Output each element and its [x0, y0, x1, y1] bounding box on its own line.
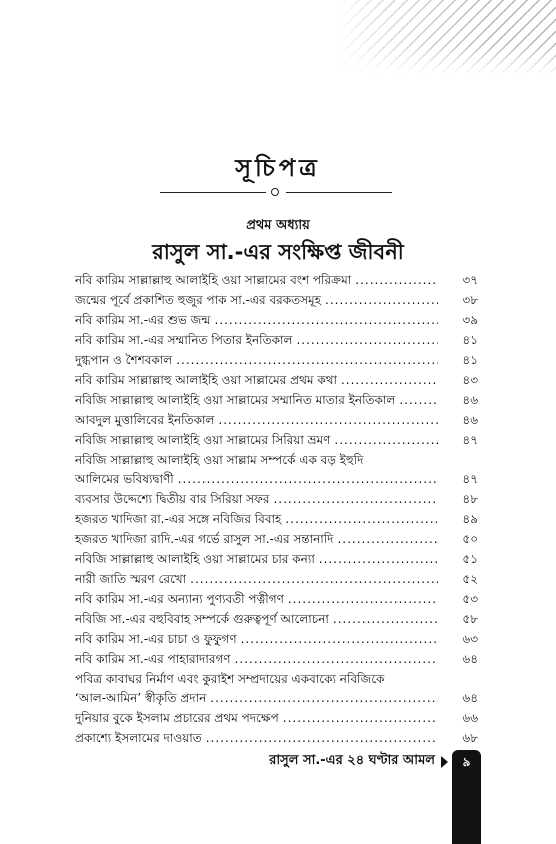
toc-entry-title: প্রকাশ্যে ইসলামের দাওয়াত	[75, 731, 202, 745]
toc-entry-page: ৫৮	[462, 612, 478, 626]
dot-leader	[241, 629, 438, 649]
toc-entry	[75, 688, 480, 708]
toc-entry-title: হজরত খাদিজা রা.-এর সঙ্গে নবিজির বিবাহ	[75, 512, 282, 526]
toc-entry-title: ‘আল-আমিন’ স্বীকৃতি প্রদান	[75, 691, 207, 705]
dot-leader	[319, 549, 438, 569]
toc-entry-page: ৪৬	[462, 413, 478, 427]
toc-entry-title: নবি কারিম সা.-এর চাচা ও ফুফুগণ	[75, 632, 237, 646]
dot-leader	[341, 370, 438, 390]
toc-entry	[75, 410, 480, 430]
toc-entry	[75, 430, 480, 450]
toc-entry-page: ৬৮	[462, 731, 478, 745]
toc-entry-page: ৪৬	[462, 393, 478, 407]
dot-leader	[273, 489, 438, 509]
dot-leader	[337, 529, 438, 549]
toc-entry	[75, 310, 480, 330]
page-number-tab	[452, 750, 481, 844]
running-title: রাসুল সা.-এর ২৪ ঘণ্টার আমল	[269, 753, 435, 768]
toc-entry	[75, 589, 480, 609]
dot-leader	[210, 688, 438, 708]
toc-entry-page: ৪৩	[462, 373, 478, 387]
toc-entry	[75, 489, 480, 509]
page-number: ৯	[462, 755, 471, 769]
toc-entry-title: নবিজি সাল্লাল্লাহু আলাইহি ওয়া সাল্লামের সিরিয়া ভ্রমণ	[75, 433, 331, 447]
dot-leader	[325, 290, 438, 310]
dot-leader	[355, 270, 438, 290]
dot-leader	[214, 310, 438, 330]
divider-ornament	[271, 188, 279, 196]
toc-entry	[75, 450, 480, 469]
toc-entry-title: আলিমের ভবিষ্যদ্বাণী	[75, 472, 174, 486]
toc-entry-page: ৪১	[462, 353, 478, 367]
toc-entry-title: নবিজি সা.-এর বহুবিবাহ সম্পর্কে গুরুত্বপূর্ণ আলোচনা	[75, 612, 329, 626]
triangle-right-icon	[441, 756, 448, 768]
toc-entry	[75, 649, 480, 669]
toc-entry-page: ৪৭	[462, 433, 478, 447]
toc-entry-page: ৩৮	[462, 293, 478, 307]
title-divider	[160, 186, 392, 200]
toc-entry	[75, 669, 480, 688]
toc-entry-page: ৫১	[462, 552, 478, 566]
toc-entry-page: ৪৮	[462, 492, 478, 506]
running-footer	[269, 751, 448, 772]
table-of-contents	[75, 270, 480, 748]
toc-entry-title: নবি কারিম সা.-এর অন্যান্য পুণ্যবতী পত্নীগণ	[75, 592, 284, 606]
toc-entry	[75, 350, 480, 370]
toc-entry-title: দুগ্ধপান ও শৈশবকাল	[75, 353, 173, 367]
toc-entry-title: নবি কারিম সা.-এর শুভ জন্ম	[75, 313, 211, 327]
toc-entry-title: নবিজি সাল্লাল্লাহু আলাইহি ওয়া সাল্লামের সম্মানিত মাতার ইনতিকাল	[75, 393, 396, 407]
divider-line-right	[286, 192, 392, 193]
toc-entry-page: ৬৪	[462, 691, 478, 705]
toc-entry-page: ৩৭	[462, 273, 478, 287]
toc-entry	[75, 708, 480, 728]
toc-entry-page: ৫২	[462, 572, 478, 586]
toc-entry-page: ৫০	[462, 532, 478, 546]
toc-entry-page: ৬৪	[462, 652, 478, 666]
chapter-title: রাসুল সা.-এর সংক্ষিপ্ত জীবনী	[152, 240, 404, 264]
toc-entry	[75, 270, 480, 290]
divider-line-left	[160, 192, 266, 193]
dot-leader	[190, 569, 438, 589]
toc-entry-title: ব্যবসার উদ্দেশ্যে দ্বিতীয় বার সিরিয়া সফর	[75, 492, 270, 506]
toc-entry	[75, 509, 480, 529]
chapter-label: প্রথম অধ্যায়	[246, 218, 310, 233]
page-title: সূচিপত্র	[235, 154, 321, 182]
decorative-hatch-fade-bottom	[336, 0, 556, 76]
toc-entry-title: নবি কারিম সাল্লাল্লাহু আলাইহি ওয়া সাল্লামের বংশ পরিক্রমা	[75, 273, 352, 287]
toc-entry-page: ৪৭	[462, 472, 478, 486]
dot-leader	[285, 509, 438, 529]
toc-entry-title: জন্মের পূর্বে প্রকাশিত হুজুর পাক সা.-এর বরকতসমূহ	[75, 293, 322, 307]
dot-leader	[296, 330, 438, 350]
dot-leader	[288, 589, 438, 609]
dot-leader	[206, 728, 438, 748]
toc-entry	[75, 330, 480, 350]
toc-entry-title: পবিত্র কাবাঘর নির্মাণ এবং কুরাইশ সম্প্রদায়ের একবাক্যে নবিজিকে	[75, 672, 385, 686]
toc-entry-page: ৬৩	[462, 632, 478, 646]
toc-entry-page: ৬৬	[462, 711, 478, 725]
toc-entry	[75, 609, 480, 629]
dot-leader	[334, 430, 438, 450]
toc-entry-page: ৪৯	[462, 512, 478, 526]
toc-entry-page: ৪১	[462, 333, 478, 347]
toc-entry	[75, 569, 480, 589]
toc-entry-page: ৩৯	[462, 313, 478, 327]
dot-leader	[178, 469, 438, 489]
dot-leader	[399, 390, 438, 410]
dot-leader	[235, 649, 438, 669]
toc-entry-title: নবিজি সাল্লাল্লাহু আলাইহি ওয়া সাল্লামের চার কন্যা	[75, 552, 315, 566]
toc-entry-title: আবদুল মুত্তালিবের ইনতিকাল	[75, 413, 215, 427]
toc-entry	[75, 629, 480, 649]
toc-entry-title: নবিজি সাল্লাল্লাহু আলাইহি ওয়া সাল্লাম সম্পর্কে এক বড় ইহুদি	[75, 453, 364, 467]
dot-leader	[176, 350, 438, 370]
toc-entry-title: নবি কারিম সাল্লাল্লাহু আলাইহি ওয়া সাল্লামের প্রথম কথা	[75, 373, 337, 387]
dot-leader	[333, 609, 438, 629]
toc-entry	[75, 549, 480, 569]
toc-entry-title: নবি কারিম সা.-এর পাহারাদারগণ	[75, 652, 231, 666]
toc-entry-page: ৫৩	[462, 592, 478, 606]
toc-entry-title: নবি কারিম সা.-এর সম্মানিত পিতার ইনতিকাল	[75, 333, 293, 347]
toc-entry-title: হজরত খাদিজা রাদি.-এর গর্ভে রাসুল সা.-এর সন্তানাদি	[75, 532, 334, 546]
toc-entry	[75, 390, 480, 410]
toc-entry	[75, 469, 480, 489]
toc-entry	[75, 529, 480, 549]
toc-entry	[75, 370, 480, 390]
toc-entry	[75, 728, 480, 748]
toc-entry-title: দুনিয়ার বুকে ইসলাম প্রচারের প্রথম পদক্ষেপ	[75, 711, 279, 725]
toc-entry	[75, 290, 480, 310]
toc-entry-title: নারী জাতি স্মরণ রেখো	[75, 572, 187, 586]
dot-leader	[283, 708, 438, 728]
dot-leader	[218, 410, 438, 430]
